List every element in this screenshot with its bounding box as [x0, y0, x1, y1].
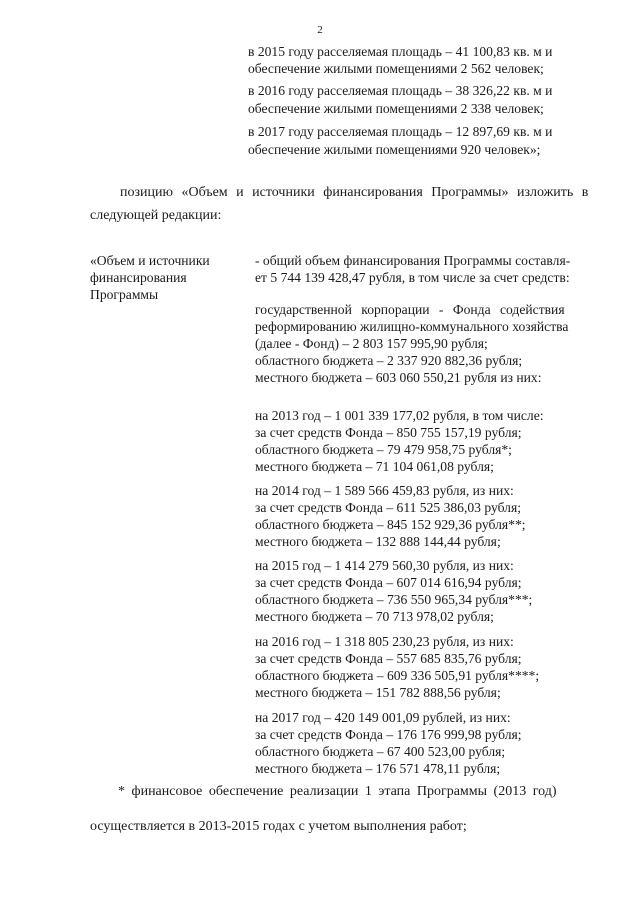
top-line: обеспечение жилыми помещениями 2 338 человек;	[248, 101, 544, 116]
intro-line: позицию «Объем и источники финансирования Программы» изложить в	[120, 185, 589, 200]
top-line: в 2016 году расселяемая площадь – 38 326,22 кв. м и	[248, 83, 553, 98]
detail-line: реформированию жилищно-коммунального хозяйства	[255, 319, 569, 334]
detail-line: на 2017 год – 420 149 001,09 рублей, из них:	[255, 710, 511, 725]
detail-line: местного бюджета – 151 782 888,56 рубля;	[255, 685, 501, 700]
detail-line: на 2016 год – 1 318 805 230,23 рубля, из них:	[255, 634, 514, 649]
detail-line: областного бюджета – 2 337 920 882,36 рубля;	[255, 353, 523, 368]
detail-line: за счет средств Фонда – 611 525 386,03 рубля;	[255, 500, 521, 515]
detail-line: областного бюджета – 67 400 523,00 рубля;	[255, 744, 506, 759]
label-line: «Объем и источники	[90, 253, 210, 268]
top-line: в 2015 году расселяемая площадь – 41 100,83 кв. м и	[248, 44, 553, 59]
detail-line: за счет средств Фонда – 176 176 999,98 рубля;	[255, 727, 522, 742]
detail-line: местного бюджета – 71 104 061,08 рубля;	[255, 459, 494, 474]
footnote-line: * финансовое обеспечение реализации 1 этапа Программы (2013 год)	[118, 784, 557, 799]
detail-line: на 2013 год – 1 001 339 177,02 рубля, в том числе:	[255, 408, 544, 423]
footnote-line: осуществляется в 2013-2015 годах с учетом выполнения работ;	[90, 819, 467, 834]
detail-line: за счет средств Фонда – 607 014 616,94 рубля;	[255, 575, 522, 590]
detail-line: местного бюджета – 132 888 144,44 рубля;	[255, 534, 501, 549]
detail-line: областного бюджета – 79 479 958,75 рубля*;	[255, 442, 512, 457]
detail-line: местного бюджета – 70 713 978,02 рубля;	[255, 609, 494, 624]
top-line: в 2017 году расселяемая площадь – 12 897,69 кв. м и	[248, 124, 553, 139]
label-line: финансирования	[90, 270, 187, 285]
detail-line: (далее - Фонд) – 2 803 157 995,90 рубля;	[255, 336, 488, 351]
detail-line: местного бюджета – 176 571 478,11 рубля;	[255, 761, 501, 776]
detail-line: местного бюджета – 603 060 550,21 рубля из них:	[255, 370, 542, 385]
detail-line: областного бюджета – 736 550 965,34 рубля***;	[255, 592, 533, 607]
detail-line: ет 5 744 139 428,47 рубля, в том числе за счет средств:	[255, 270, 570, 285]
detail-line: областного бюджета – 845 152 929,36 рубля**;	[255, 517, 526, 532]
detail-line: за счет средств Фонда – 557 685 835,76 рубля;	[255, 651, 522, 666]
detail-line: за счет средств Фонда – 850 755 157,19 рубля;	[255, 425, 522, 440]
top-line: обеспечение жилыми помещениями 920 человек»;	[248, 142, 541, 157]
detail-line: на 2014 год – 1 589 566 459,83 рубля, из них:	[255, 483, 514, 498]
page-number: 2	[317, 24, 323, 36]
intro-line: следующей редакции:	[90, 208, 222, 223]
detail-line: государственной корпорации - Фонда содействия	[255, 302, 565, 317]
detail-line: областного бюджета – 609 336 505,91 рубля****;	[255, 668, 540, 683]
label-line: Программы	[90, 287, 159, 302]
detail-line: на 2015 год – 1 414 279 560,30 рубля, из них:	[255, 558, 514, 573]
detail-line: - общий объем финансирования Программы составля-	[255, 253, 571, 268]
top-line: обеспечение жилыми помещениями 2 562 человек;	[248, 61, 544, 76]
